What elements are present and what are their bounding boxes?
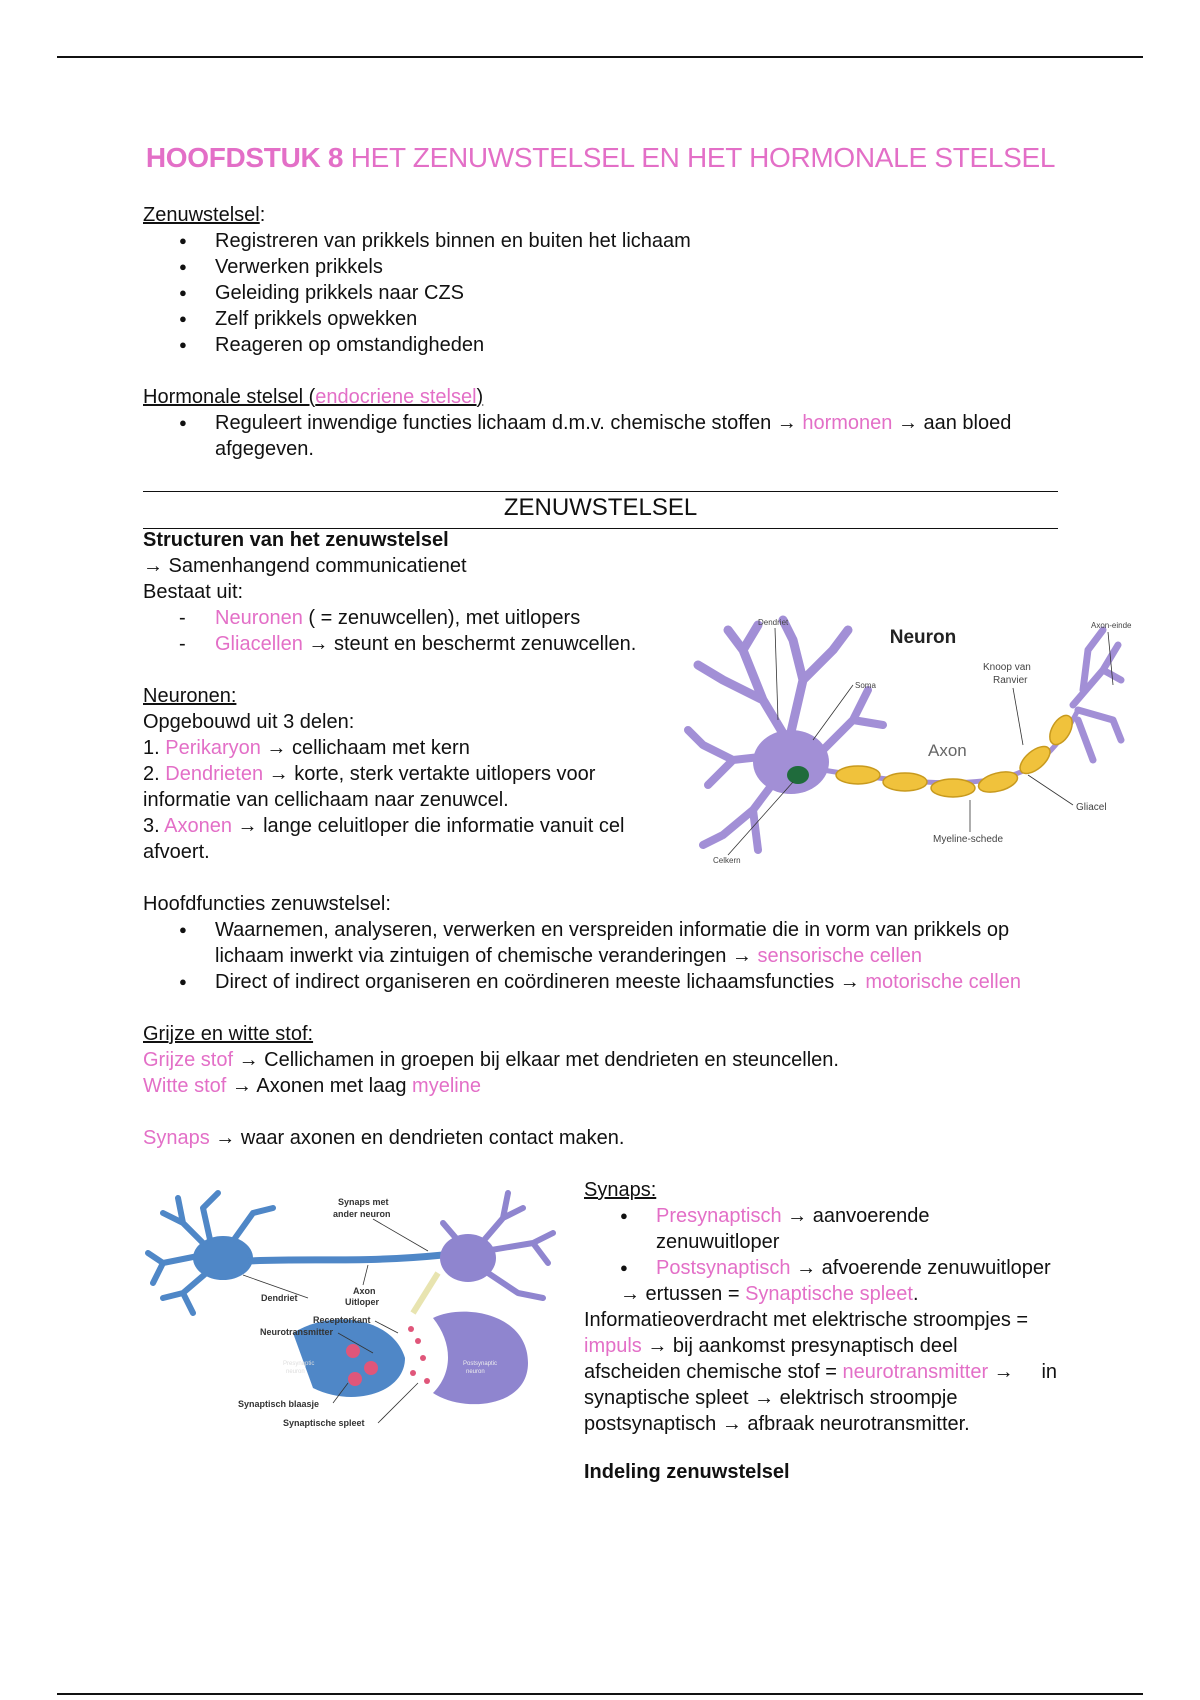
- term: myeline: [412, 1075, 481, 1097]
- hormonaal-block: [143, 384, 1043, 462]
- text: Informatieoverdracht met elektrische stroompjes =: [584, 1309, 1029, 1331]
- text: → aanvoerende zenuwuitloper: [656, 1205, 930, 1253]
- label-pre-neuron: neuron: [286, 1369, 305, 1375]
- label-uitloper: Uitloper: [345, 1297, 380, 1307]
- list-item: ● Verwerken prikkels: [215, 254, 1058, 280]
- text: .: [912, 1283, 919, 1305]
- term: Perikaryon: [165, 737, 261, 759]
- structuren-line1: → Samenhangend communicatienet: [143, 555, 467, 577]
- stof-block: [143, 1021, 1043, 1099]
- term: Synaptische spleet: [745, 1283, 913, 1305]
- label-dendriet: Dendriet: [758, 618, 789, 627]
- label-ander-neuron: ander neuron: [333, 1209, 391, 1219]
- neuron-figure: [683, 610, 1132, 880]
- list-item: [215, 605, 663, 631]
- text: → ertussen =: [620, 1283, 746, 1305]
- neuronen-part: [143, 761, 643, 813]
- label-post-neuron: neuron: [466, 1369, 485, 1375]
- text: → in synaptische spleet → elektrisch stroompje postsynaptisch → afbraak neurotransmitter.: [584, 1361, 1063, 1435]
- label-blaasje: Synaptisch blaasje: [238, 1399, 320, 1409]
- text: → aan bloed afgegeven.: [215, 412, 1012, 460]
- label-ranvier: Ranvier: [993, 675, 1028, 686]
- text: → lange celuitloper die informatie vanuit cel afvoert.: [143, 815, 625, 863]
- synaps-line: [143, 1125, 1043, 1151]
- label-postsynaptic: Postsynaptic: [463, 1361, 498, 1367]
- label-soma: Soma: [855, 681, 876, 690]
- zenuwstelsel-heading: Zenuwstelsel: [143, 204, 260, 226]
- term: Grijze stof: [143, 1049, 234, 1071]
- hormonaal-term: endocriene stelsel: [315, 386, 477, 408]
- label-dendriet: Dendriet: [261, 1293, 298, 1303]
- synaps-postsynaptic-terminal: [433, 1312, 528, 1405]
- synaps-ertussen: [584, 1281, 1058, 1307]
- zenuwstelsel-block: [143, 202, 1058, 358]
- chapter-name: HET ZENUWSTELSEL EN HET HORMONALE STELSEL: [350, 142, 1056, 173]
- text: ( = zenuwcellen), met uitlopers: [302, 607, 581, 629]
- term: sensorische cellen: [757, 945, 923, 967]
- structuren-block: [143, 527, 663, 657]
- label-myeline: Myeline-schede: [933, 834, 1004, 845]
- structuren-list: [143, 605, 663, 657]
- synaps-axon: [248, 1255, 443, 1261]
- neuronen-part: [143, 735, 643, 761]
- hormonaal-heading: Hormonale stelsel (: [143, 386, 316, 408]
- label-knoop: Knoop van: [983, 662, 1031, 673]
- neuronen-part: [143, 813, 643, 865]
- term: Neuronen: [215, 607, 303, 629]
- label-spleet: Synaptische spleet: [283, 1418, 365, 1428]
- grijs-line: [143, 1047, 1043, 1073]
- label-axon: Axon: [353, 1286, 376, 1296]
- text: Direct of indirect organiseren en coördineren meeste lichaamsfuncties →: [215, 971, 866, 993]
- hormonaal-list: [143, 410, 1043, 462]
- neuron-nucleus: [787, 766, 809, 784]
- synaps-info: [584, 1307, 1063, 1437]
- label-gliacel: Gliacel: [1076, 802, 1107, 813]
- text: → steunt en beschermt zenuwcellen.: [302, 633, 637, 655]
- text: → waar axonen en dendrieten contact maken.: [209, 1127, 625, 1149]
- hormonaal-close: ): [476, 386, 484, 408]
- section-rule-top: [143, 491, 1058, 492]
- neuron-title: Neuron: [889, 627, 957, 648]
- top-rule: [57, 56, 1143, 58]
- synaps-list: [584, 1203, 1058, 1281]
- term: hormonen: [802, 412, 893, 434]
- zenuwstelsel-list: [143, 228, 1058, 358]
- hoofdfuncties-list: [143, 917, 1023, 995]
- term: Synaps: [143, 1127, 210, 1149]
- text: → afvoerende zenuwuitloper: [790, 1257, 1051, 1279]
- list-item: [656, 1255, 1058, 1281]
- num: 2.: [143, 763, 166, 785]
- hoofdfuncties-block: [143, 891, 1023, 995]
- wit-line: [143, 1073, 1043, 1099]
- neuronen-heading: Neuronen:: [143, 685, 237, 707]
- term: Presynaptisch: [656, 1205, 782, 1227]
- term: Gliacellen: [215, 633, 303, 655]
- label-synaps-met: Synaps met: [338, 1197, 389, 1207]
- term: Postsynaptisch: [656, 1257, 791, 1279]
- zenuwstelsel-colon: :: [259, 204, 266, 226]
- term: Axonen: [164, 815, 232, 837]
- synaps-cell2-soma: [440, 1234, 496, 1282]
- list-item: [215, 917, 1023, 969]
- synaps-block: [584, 1177, 1063, 1485]
- term: Dendrieten: [165, 763, 264, 785]
- synaps-figure: [143, 1183, 563, 1443]
- label-neurotransmitter: Neurotransmitter: [260, 1327, 334, 1337]
- list-item: ● Reageren op omstandigheden: [215, 332, 1058, 358]
- num: 1.: [143, 737, 166, 759]
- text: Reguleert inwendige functies lichaam d.m.v. chemische stoffen →: [215, 412, 803, 434]
- list-item: ● Geleiding prikkels naar CZS: [215, 280, 1058, 306]
- neuronen-intro: Opgebouwd uit 3 delen:: [143, 711, 355, 733]
- list-item: [656, 1203, 1058, 1255]
- text: → Cellichamen in groepen bij elkaar met dendrieten en steuncellen.: [233, 1049, 839, 1071]
- stof-heading: Grijze en witte stof:: [143, 1023, 314, 1045]
- chapter-title: [143, 142, 1058, 174]
- term: motorische cellen: [865, 971, 1021, 993]
- label-receptorkant: Receptorkant: [313, 1315, 371, 1325]
- text: Waarnemen, analyseren, verwerken en verspreiden informatie die in vorm van prikkels op lichaam inwerkt via zintuigen of chemische veranderingen →: [215, 919, 1010, 967]
- synaps-zoom-arrow: [413, 1273, 438, 1313]
- bottom-rule: [57, 1693, 1143, 1695]
- list-item: ● Zelf prikkels opwekken: [215, 306, 1058, 332]
- structuren-line2: Bestaat uit:: [143, 581, 244, 603]
- synaps-cell1-soma: [193, 1236, 253, 1280]
- chapter-number: HOOFDSTUK 8: [145, 142, 344, 173]
- num: 3.: [143, 815, 165, 837]
- neuronen-block: [143, 683, 643, 865]
- list-item: [215, 631, 663, 657]
- label-celkern: Celkern: [713, 856, 741, 865]
- label-presynaptic: Presynaptic: [283, 1361, 315, 1367]
- list-item: [215, 969, 1023, 995]
- label-axon: Axon: [928, 741, 967, 760]
- term: Witte stof: [143, 1075, 227, 1097]
- term: impuls: [584, 1335, 642, 1357]
- hoofdfuncties-heading: Hoofdfuncties zenuwstelsel:: [143, 893, 391, 915]
- text: → Axonen met laag: [226, 1075, 413, 1097]
- list-item: [215, 410, 1043, 462]
- indeling-heading: Indeling zenuwstelsel: [584, 1461, 790, 1483]
- label-axoneinde: Axon-einde: [1091, 621, 1132, 630]
- synaps-heading: Synaps:: [584, 1179, 657, 1201]
- text: → bij aankomst presynaptisch deel afscheiden chemische stof =: [584, 1335, 958, 1383]
- text: → korte, sterk vertakte uitlopers voor informatie van cellichaam naar zenuwcel.: [143, 763, 596, 811]
- list-item: ● Registreren van prikkels binnen en buiten het lichaam: [215, 228, 1058, 254]
- text: → cellichaam met kern: [260, 737, 470, 759]
- structuren-heading: Structuren van het zenuwstelsel: [143, 529, 449, 551]
- term: neurotransmitter: [842, 1361, 989, 1383]
- section-title: ZENUWSTELSEL: [503, 494, 698, 521]
